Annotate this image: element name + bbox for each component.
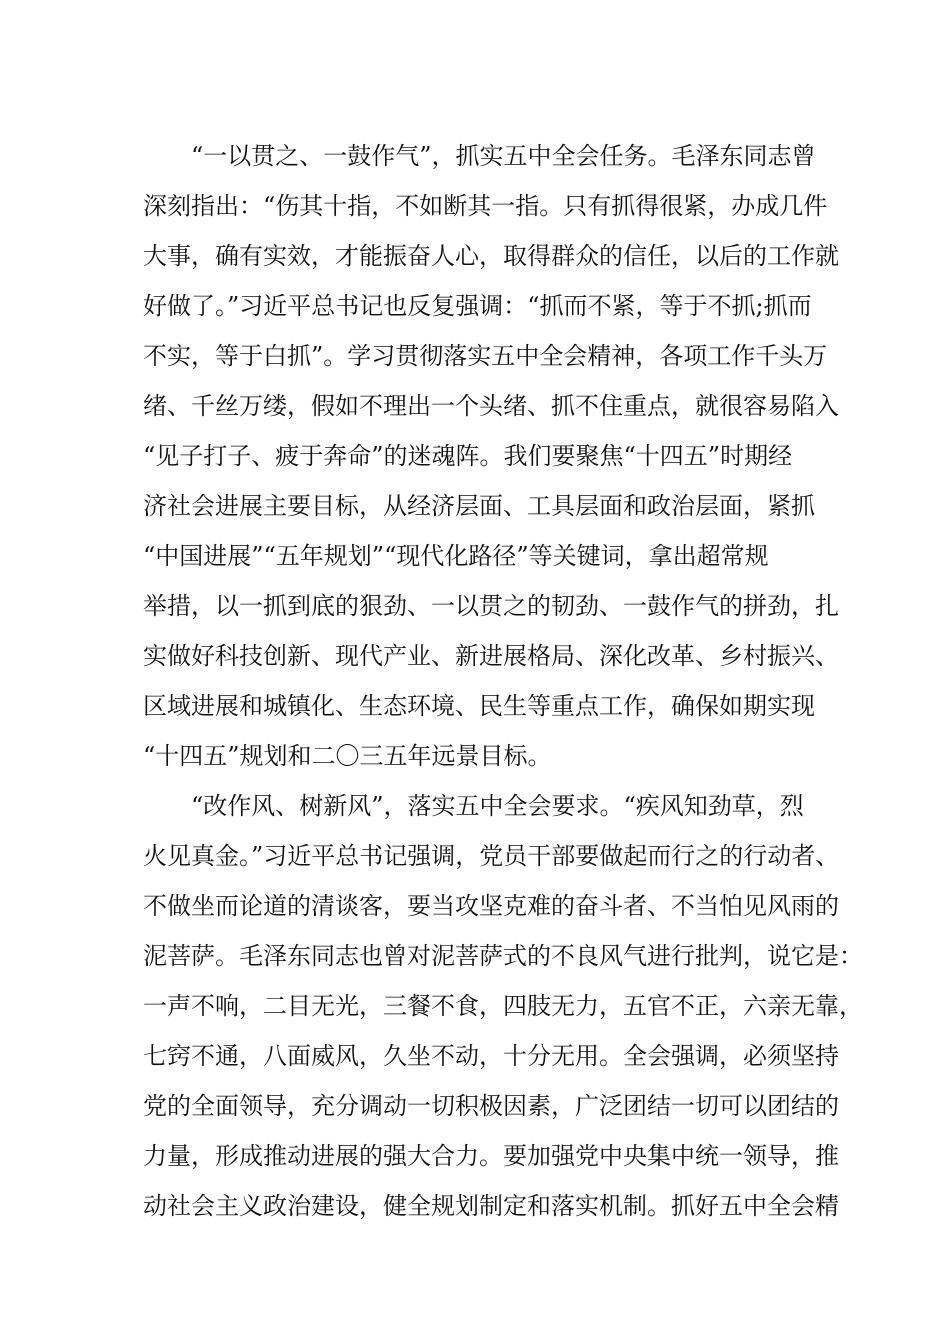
text-line: 举措，以一抓到底的狠劲、一以贯之的韧劲、一鼓作气的拼劲，扎 [143, 592, 839, 620]
text-line: 大事，确有实效，才能振奋人心，取得群众的信任，以后的工作就 [143, 242, 839, 270]
text-line: 力量，形成推动进展的强大合力。要加强党中央集中统一领导，推 [143, 1142, 839, 1170]
text-line: 火见真金。”习近平总书记强调，党员干部要做起而行之的行动者、 [143, 842, 840, 870]
text-line: 不做坐而论道的清谈客，要当攻坚克难的奋斗者、不当怕见风雨的 [143, 892, 839, 920]
text-line: 好做了。”习近平总书记也反复强调：“抓而不紧，等于不抓;抓而 [143, 292, 812, 320]
text-line: 济社会进展主要目标，从经济层面、工具层面和政治层面，紧抓 [143, 492, 815, 520]
text-line: 实做好科技创新、现代产业、新进展格局、深化改革、乡村振兴、 [143, 642, 839, 670]
text-line: “十四五”规划和二〇三五年远景目标。 [143, 742, 552, 770]
text-line: 动社会主义政治建设，健全规划制定和落实机制。抓好五中全会精 [143, 1192, 839, 1220]
body-text [143, 131, 863, 1231]
text-line: “一以贯之、一鼓作气”，抓实五中全会任务。毛泽东同志曾 [191, 142, 816, 170]
text-line: 一声不响，二目无光，三餐不食，四肢无力，五官不正，六亲无靠， [143, 992, 863, 1020]
text-line: 七窍不通，八面威风，久坐不动，十分无用。全会强调，必须坚持 [143, 1042, 839, 1070]
text-line: 绪、千丝万缕，假如不理出一个头绪、抓不住重点，就很容易陷入 [143, 392, 839, 420]
text-line: “中国进展”“五年规划”“现代化路径”等关键词，拿出超常规 [143, 542, 769, 570]
text-line: “见子打子、疲于奔命”的迷魂阵。我们要聚焦“十四五”时期经 [143, 442, 793, 470]
paragraph-1 [143, 131, 839, 781]
text-line: 不实，等于白抓”。学习贯彻落实五中全会精神，各项工作千头万 [143, 342, 828, 370]
text-line: 区域进展和城镇化、生态环境、民生等重点工作，确保如期实现 [143, 692, 815, 720]
text-line: 深刻指出：“伤其十指，不如断其一指。只有抓得很紧，办成几件 [143, 192, 828, 220]
text-line: 党的全面领导，充分调动一切积极因素，广泛团结一切可以团结的 [143, 1092, 839, 1120]
text-line: 泥菩萨。毛泽东同志也曾对泥菩萨式的不良风气进行批判，说它是： [143, 942, 863, 970]
text-line: “改作风、树新风”，落实五中全会要求。“疾风知劲草，烈 [191, 792, 804, 820]
paragraph-2 [143, 781, 863, 1231]
